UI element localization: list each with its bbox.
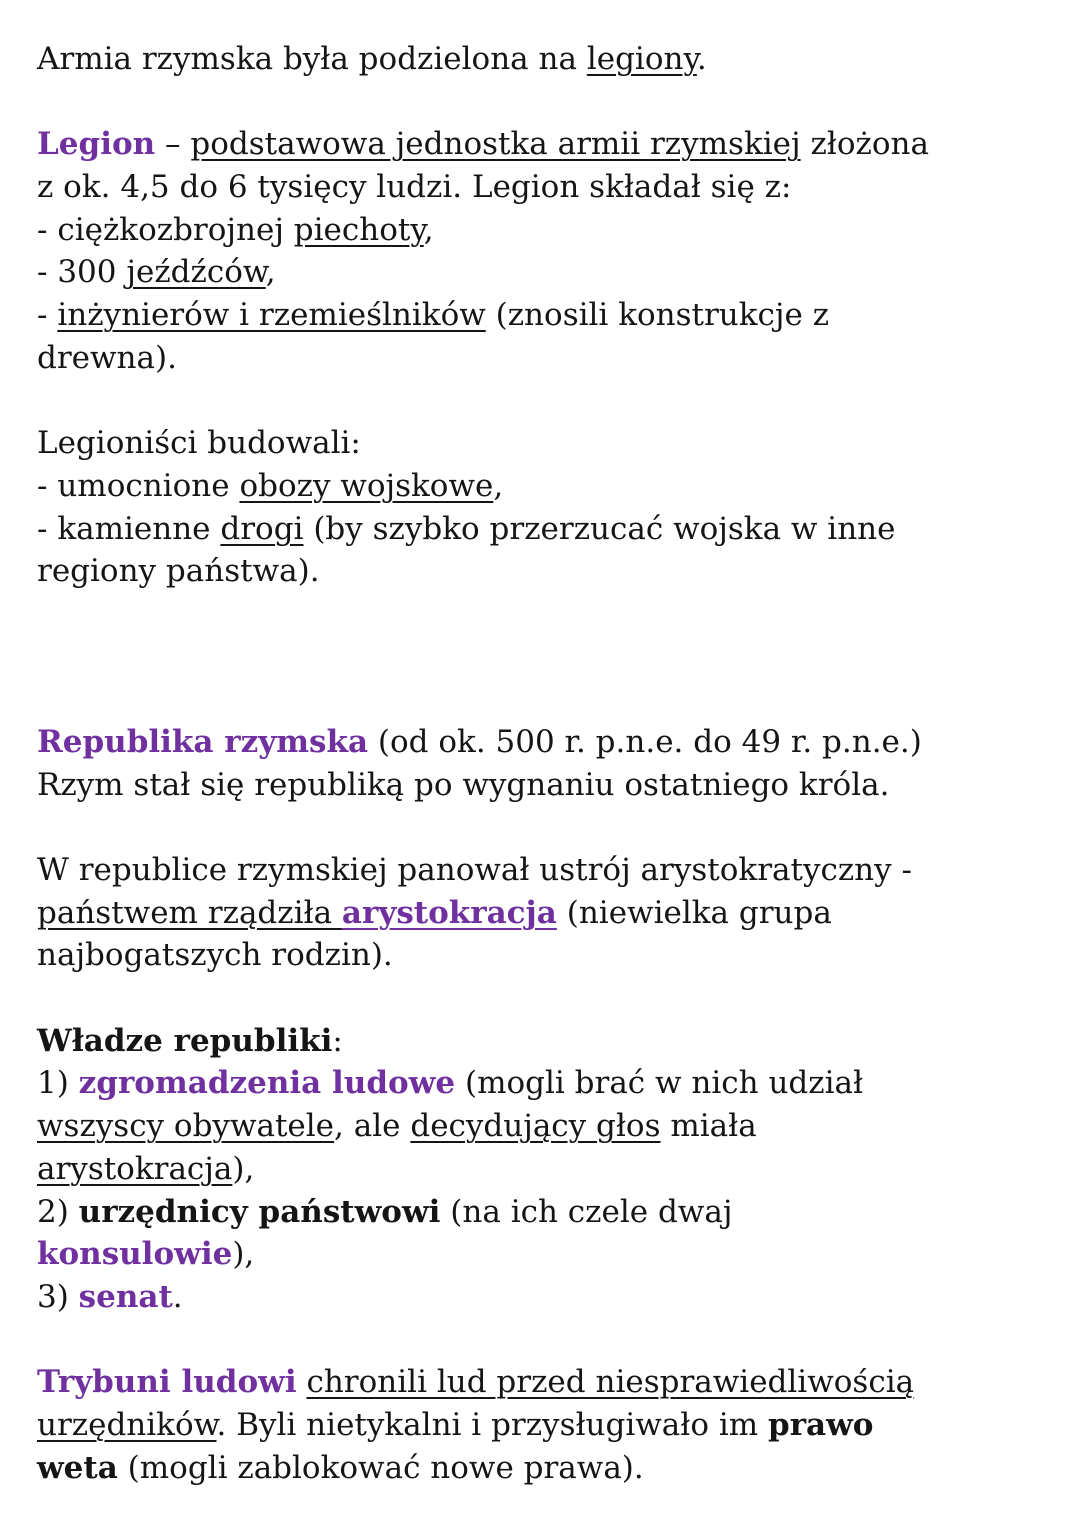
text-line (37, 1404, 929, 1447)
text-line (37, 892, 929, 935)
text-line (37, 1276, 929, 1319)
text-segment: (znosili konstrukcje z (485, 297, 830, 334)
paragraph-roman-republic (37, 721, 929, 806)
emphasized-text: drogi (220, 510, 304, 547)
text-segment: Armia rzymska była podzielona na (37, 41, 587, 77)
text-segment: , (493, 467, 504, 504)
text-line (37, 849, 929, 892)
text-segment: , ale (334, 1108, 411, 1145)
text-segment: - kamienne (37, 510, 221, 547)
text-segment: - ciężkozbrojnej (37, 211, 294, 248)
highlighted-term: Legion (37, 126, 156, 163)
text-line (37, 422, 929, 465)
text-segment: złożona (800, 126, 929, 163)
text-line (37, 550, 929, 593)
emphasized-text: chronili lud przed niesprawiedliwością (306, 1364, 915, 1401)
text-segment: , (423, 211, 434, 248)
paragraph-republic-authorities (37, 1020, 929, 1319)
text-line (37, 764, 929, 807)
text-segment: 3) (37, 1278, 79, 1315)
text-segment: W republice rzymskiej panował ustrój arystokratyczny - (37, 852, 912, 888)
text-line (37, 251, 929, 294)
text-line (37, 38, 929, 81)
paragraph-aristocratic-system (37, 849, 929, 977)
emphasized-text: inżynierów i rzemieślników (57, 297, 486, 334)
highlighted-term: Trybuni ludowi (37, 1364, 297, 1401)
text-segment: - umocnione (37, 467, 240, 504)
paragraph-legionaries-built (37, 422, 929, 593)
text-segment: . Byli nietykalni i przysługiwało im (216, 1406, 769, 1443)
text-segment: drewna). (37, 339, 177, 376)
text-segment: Rzym stał się republiką po wygnaniu ostatniego króla. (37, 766, 890, 803)
text-line (37, 1020, 929, 1063)
text-segment: najbogatszych rodzin). (37, 937, 393, 974)
emphasized-text: obozy wojskowe (239, 467, 494, 504)
text-segment: (mogli zablokować nowe prawa). (117, 1449, 644, 1486)
emphasized-text: państwem rządziła (37, 894, 342, 931)
text-segment: miała (660, 1108, 757, 1145)
text-segment: regiony państwa). (37, 553, 320, 590)
text-line (37, 1447, 929, 1490)
text-line (37, 1148, 929, 1191)
text-segment: (by szybko przerzucać wojska w inne (303, 510, 896, 547)
text-segment: ), (232, 1150, 255, 1187)
paragraph-legions-intro (37, 38, 929, 81)
text-line (37, 465, 929, 508)
text-line (37, 1233, 929, 1276)
text-segment: - 300 (37, 254, 127, 291)
highlighted-term: Republika rzymska (37, 723, 369, 760)
emphasized-text: jeźdźców (126, 254, 266, 291)
text-line (37, 1361, 929, 1404)
emphasized-text: decydujący głos (410, 1108, 661, 1145)
text-segment (297, 1364, 307, 1400)
highlighted-term: konsulowie (37, 1236, 233, 1273)
text-segment: . (172, 1278, 183, 1315)
emphasized-text: urzędnicy państwowi (78, 1193, 441, 1230)
text-line (37, 934, 929, 977)
text-line (37, 166, 929, 209)
emphasized-text: urzędników (37, 1406, 217, 1443)
paragraph-tribunes (37, 1361, 929, 1489)
text-segment: (niewielka grupa (556, 894, 832, 931)
text-segment: z ok. 4,5 do 6 tysięcy ludzi. Legion składał się z: (37, 169, 792, 206)
text-segment: ), (232, 1236, 255, 1273)
emphasized-text: piechoty (293, 211, 424, 248)
emphasized-text: legiony (586, 41, 697, 77)
text-line (37, 1191, 929, 1234)
text-line (37, 508, 929, 551)
text-segment: (na ich czele dwaj (440, 1193, 733, 1230)
text-segment: . (696, 41, 707, 77)
paragraph-legion-definition (37, 123, 929, 379)
text-segment: – (155, 126, 191, 163)
text-line (37, 337, 929, 380)
emphasized-text: weta (37, 1449, 118, 1486)
emphasized-text: prawo (768, 1406, 874, 1443)
text-segment: (od ok. 500 r. p.n.e. do 49 r. p.n.e.) (368, 723, 922, 760)
highlighted-term: arystokracja (341, 894, 557, 931)
text-line (37, 294, 929, 337)
text-line (37, 123, 929, 166)
text-segment: 2) (37, 1193, 79, 1230)
text-segment: , (265, 254, 276, 291)
text-line (37, 1105, 929, 1148)
text-line (37, 721, 929, 764)
emphasized-text: Władze republiki (37, 1022, 333, 1059)
text-segment: 1) (37, 1065, 79, 1102)
highlighted-term: senat (78, 1278, 173, 1315)
text-line (37, 1062, 929, 1105)
text-segment: - (37, 297, 58, 334)
highlighted-term: zgromadzenia ludowe (78, 1065, 456, 1102)
document-page (37, 38, 929, 1489)
text-line (37, 209, 929, 252)
emphasized-text: arystokracja (37, 1150, 233, 1187)
text-segment: Legioniści budowali: (37, 425, 361, 462)
emphasized-text: wszyscy obywatele (37, 1108, 335, 1145)
emphasized-text: podstawowa jednostka armii rzymskiej (190, 126, 801, 163)
text-segment: : (332, 1022, 343, 1059)
text-segment: (mogli brać w nich udział (455, 1065, 864, 1102)
